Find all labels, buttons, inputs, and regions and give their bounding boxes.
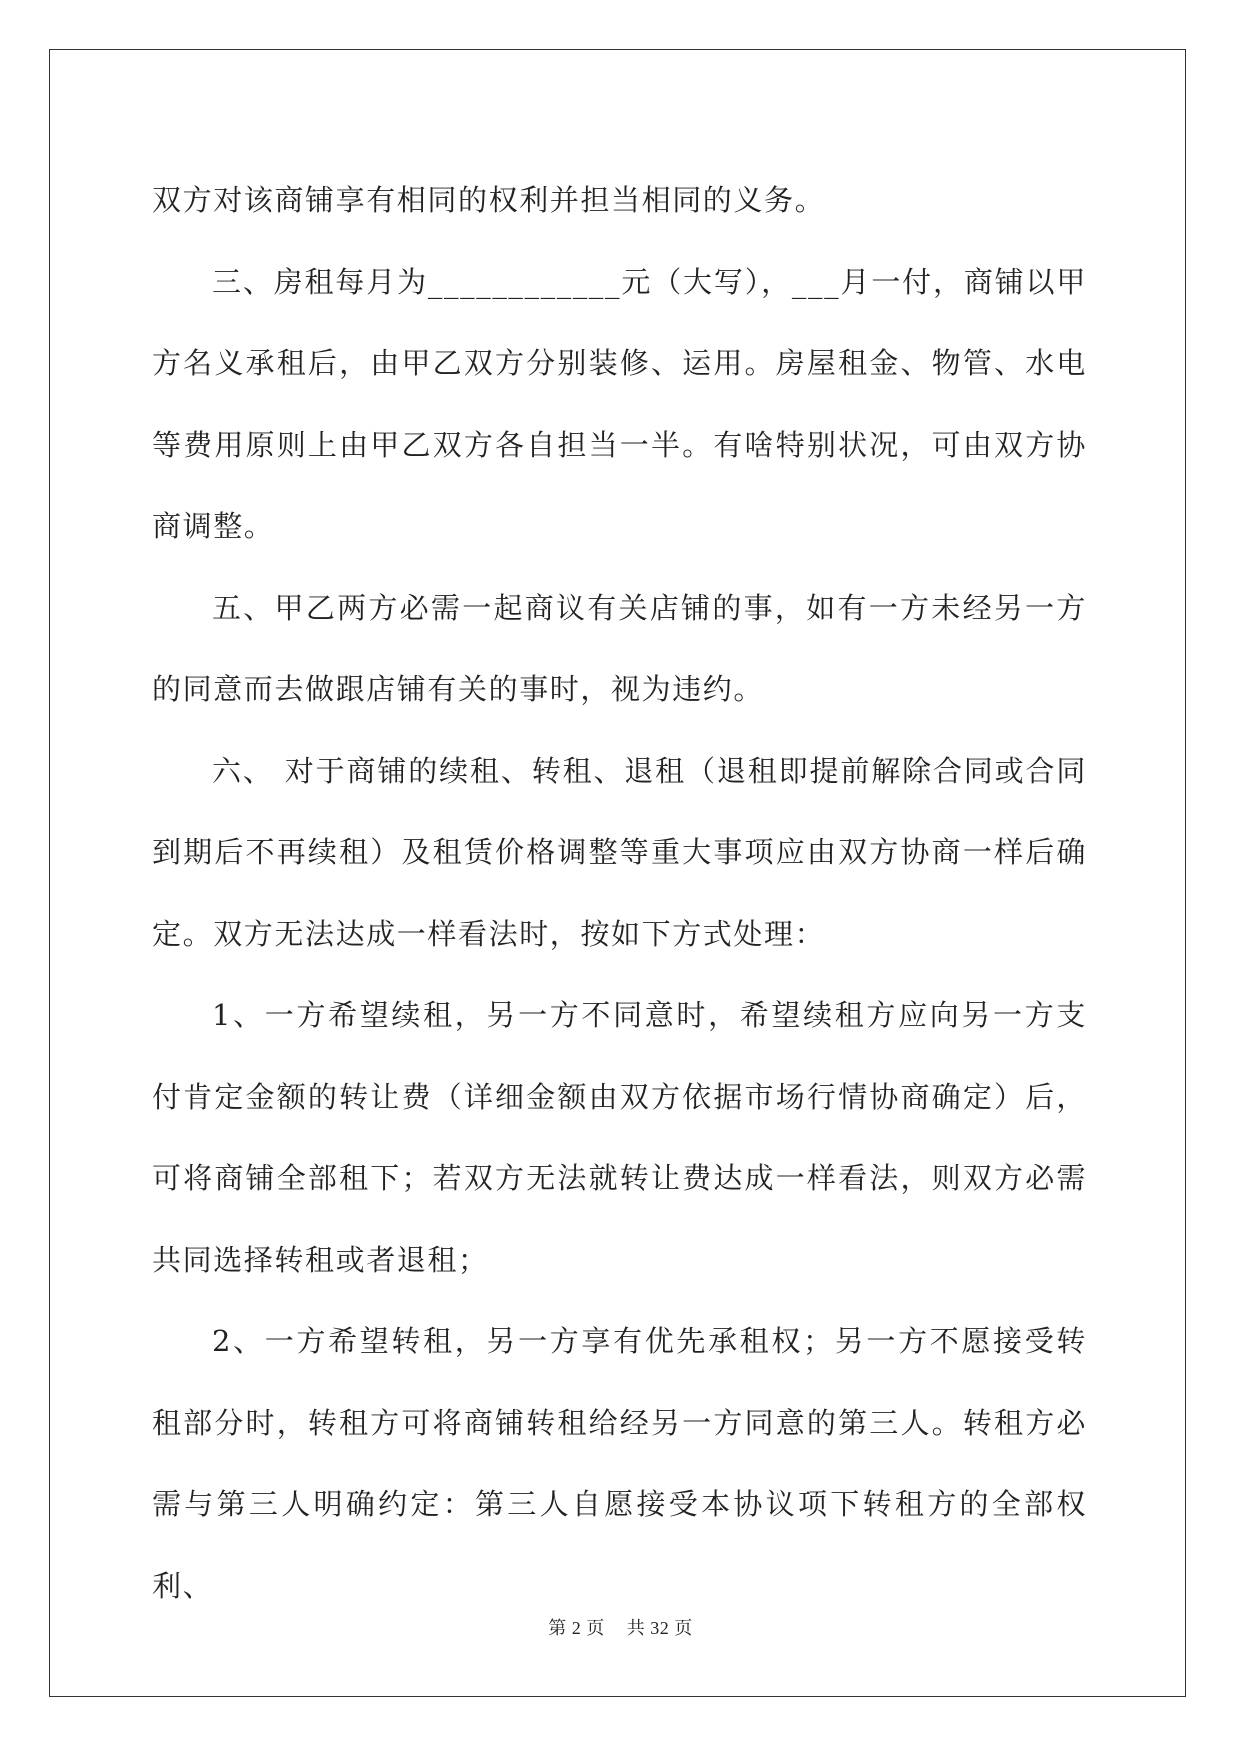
paragraph-continuation: 双方对该商铺享有相同的权利并担当相同的义务。 xyxy=(152,183,826,217)
paragraph-item-1-renewal: 1、一方希望续租，另一方不同意时，希望续租方应向另一方支付肯定金额的转让费（详细金额由双方依据市场行情协商确定）后，可将商铺全部租下；若双方无法就转让费达成一样看法，则双方必需共同选择转租或者退租； xyxy=(152,998,1087,1277)
paragraph-clause-5-consultation: 五、甲乙两方必需一起商议有关店铺的事，如有一方未经另一方的同意而去做跟店铺有关的事时，视为违约。 xyxy=(152,590,1087,706)
paragraph-clause-6-major-matters: 六、 对于商铺的续租、转租、退租（退租即提前解除合同或合同到期后不再续租）及租赁价格调整等重大事项应由双方协商一样后确定。双方无法达成一样看法时，按如下方式处理： xyxy=(152,753,1087,951)
document-body xyxy=(152,160,1087,1627)
page-footer xyxy=(0,1614,1241,1640)
paragraph-item-2-sublease: 2、一方希望转租，另一方享有优先承租权；另一方不愿接受转租部分时，转租方可将商铺转租给经另一方同意的第三人。转租方必需与第三人明确约定：第三人自愿接受本协议项下转租方的全部权利、 xyxy=(152,1324,1087,1603)
page-total: 共 32 页 xyxy=(626,1618,693,1638)
paragraph-clause-3-rent: 三、房租每月为____________元（大写），___月一付，商铺以甲方名义承租后，由甲乙双方分别装修、运用。房屋租金、物管、水电等费用原则上由甲乙双方各自担当一半。有啥特别状况，可由双方协商调整。 xyxy=(152,264,1087,543)
page-number: 第 2 页 xyxy=(548,1618,605,1638)
